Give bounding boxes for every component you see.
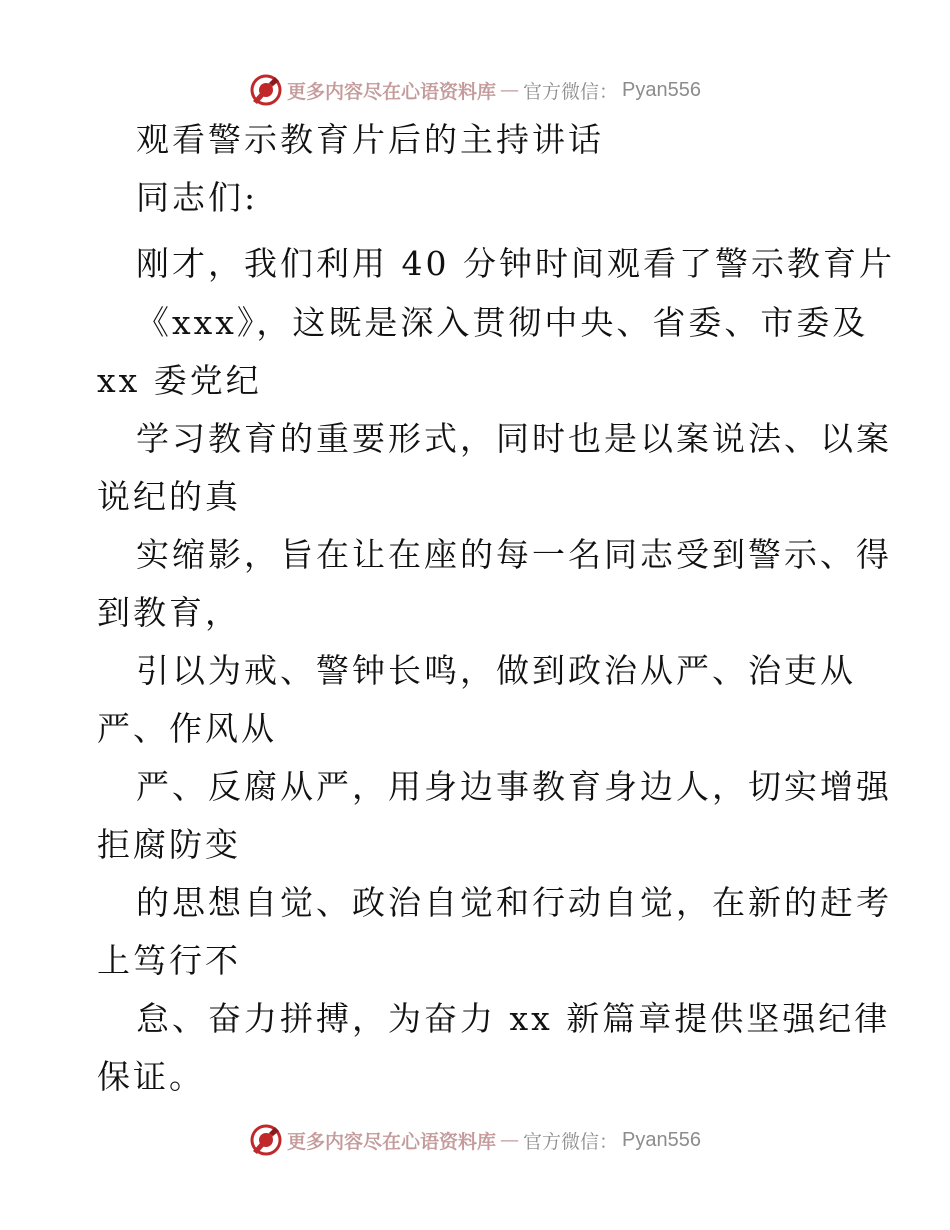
- paragraph-line: 拒腐防变: [97, 825, 241, 864]
- paragraph-line: 说纪的真: [97, 477, 241, 516]
- banner-wechat-id: Pyan556: [622, 1128, 701, 1151]
- salutation: 同志们:: [136, 178, 259, 217]
- logo-icon: [249, 1123, 283, 1157]
- paragraph-line: 实缩影，旨在让在座的每一名同志受到警示、得: [136, 535, 892, 574]
- paragraph-line: 刚才，我们利用 40 分钟时间观看了警示教育片: [136, 244, 895, 283]
- paragraph-line: 怠、奋力拼搏，为奋力 xx 新篇章提供坚强纪律: [136, 999, 891, 1038]
- header-banner: [0, 70, 950, 110]
- banner-dash: —: [500, 1129, 520, 1151]
- paragraph-line: 严、反腐从严，用身边事教育身边人，切实增强: [136, 767, 892, 806]
- header-banner-content: [249, 73, 701, 107]
- banner-wechat-id: Pyan556: [622, 78, 701, 101]
- paragraph-line: 上笃行不: [97, 941, 241, 980]
- paragraph-line: 保证。: [97, 1057, 205, 1096]
- banner-wechat-label: 官方微信：: [523, 80, 619, 103]
- banner-site-name: 更多内容尽在心语资料库: [287, 80, 497, 103]
- banner-wechat-label: 官方微信：: [523, 1130, 619, 1153]
- paragraph-line: xx 委党纪: [97, 361, 262, 400]
- logo-icon: [249, 73, 283, 107]
- paragraph-line: 引以为戒、警钟长鸣，做到政治从严、治吏从: [136, 651, 856, 690]
- footer-banner: [0, 1120, 950, 1160]
- banner-site-name: 更多内容尽在心语资料库: [287, 1130, 497, 1153]
- banner-dash: —: [500, 79, 520, 101]
- paragraph-line: 到教育，: [97, 593, 241, 632]
- paragraph-line: 严、作风从: [97, 709, 277, 748]
- document-title: 观看警示教育片后的主持讲话: [136, 120, 604, 159]
- paragraph-line: 《xxx》，这既是深入贯彻中央、省委、市委及: [136, 303, 869, 342]
- paragraph-line: 学习教育的重要形式，同时也是以案说法、以案: [136, 419, 892, 458]
- paragraph-line: 的思想自觉、政治自觉和行动自觉，在新的赶考: [136, 883, 892, 922]
- footer-banner-content: [249, 1123, 701, 1157]
